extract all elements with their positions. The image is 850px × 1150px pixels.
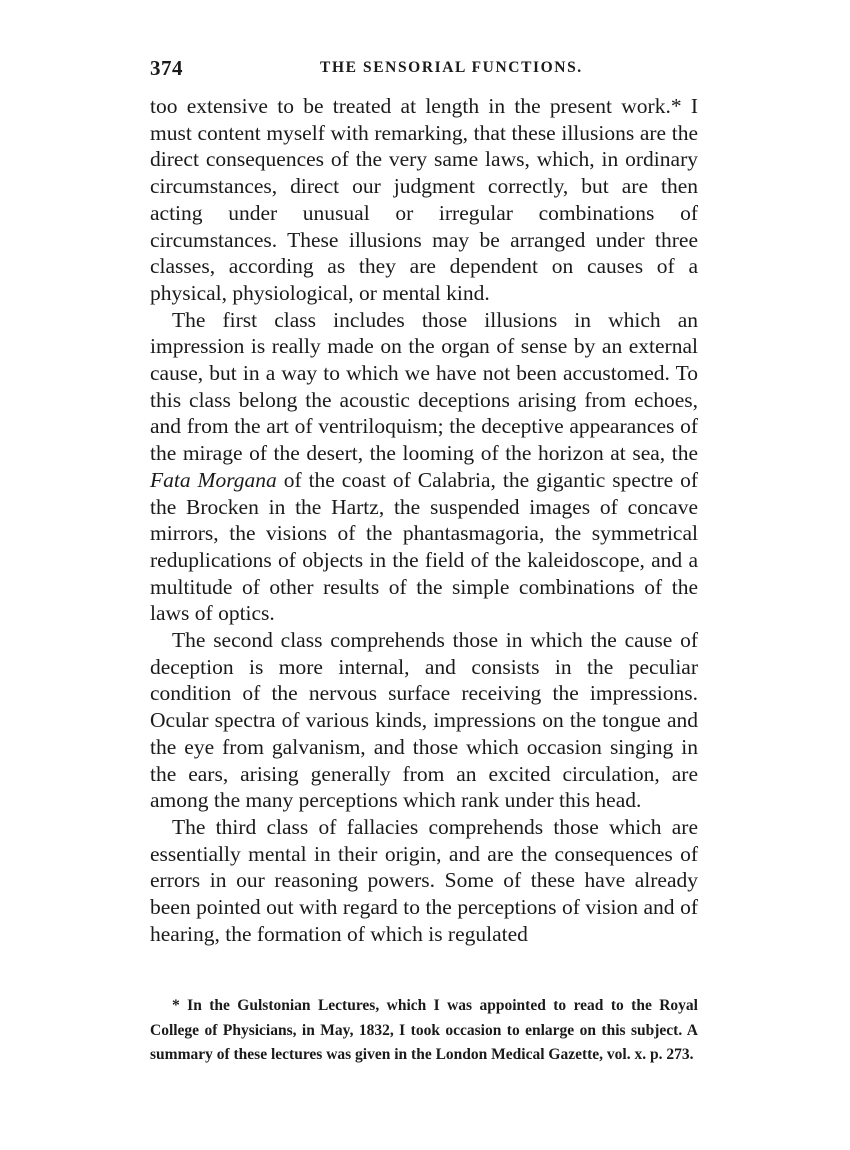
italic-term: Fata Morgana <box>150 467 277 492</box>
paragraph-text-before-italic: The first class includes those illusions in which an impression is really made on the organ of sense by an external cause, but in a way to which we have not been accustomed. To this class belong the acoustic deceptions arising from echoes, and from the art of ventriloquism; the deceptive appearances of the mirage of the desert, the looming of the horizon at sea, the <box>150 307 698 466</box>
footnote <box>150 994 698 1068</box>
paragraph-continuation: too extensive to be treated at length in the present work.* I must content myself with remarking, that these illusions are the direct consequences of the very same laws, which, in ordinary circumstances, direct our judgment correctly, but are then acting under unusual or irregular combinations of circumstances. These illusions may be arranged under three classes, according as they are dependent on causes of a physical, physiological, or mental kind. <box>150 94 698 305</box>
body-text <box>150 93 698 948</box>
paragraph-third-class: The third class of fallacies comprehends those which are essentially mental in their origin, and are the consequences of errors in our reasoning powers. Some of these have already been pointed out with regard to the perceptions of vision and of hearing, the formation of which is regulated <box>150 814 698 946</box>
page-number: 374 <box>150 56 183 80</box>
running-head: THE SENSORIAL FUNCTIONS. <box>320 59 583 76</box>
paragraph-first-class <box>150 307 698 627</box>
paragraph-text-after-italic: of the coast of Calabria, the gigantic spectre of the Brocken in the Hartz, the suspended images of concave mirrors, the visions of the phantasmagoria, the symmetrical reduplications of objects in the field of the kaleidoscope, and a multitude of other results of the simple combinations of the laws of optics. <box>150 467 698 626</box>
footnote-text: * In the Gulstonian Lectures, which I was appointed to read to the Royal College of Physicians, in May, 1832, I took occasion to enlarge on this subject. A summary of these lectures was given in the London Medical Gazette, vol. x. p. 273. <box>150 997 698 1063</box>
paragraph-second-class: The second class comprehends those in which the cause of deception is more internal, and consists in the peculiar condition of the nervous surface receiving the impressions. Ocular spectra of various kinds, impressions on the tongue and the eye from galvanism, and those which occasion singing in the ears, arising generally from an excited circulation, are among the many perceptions which rank under this head. <box>150 628 698 813</box>
page-header <box>150 56 710 86</box>
